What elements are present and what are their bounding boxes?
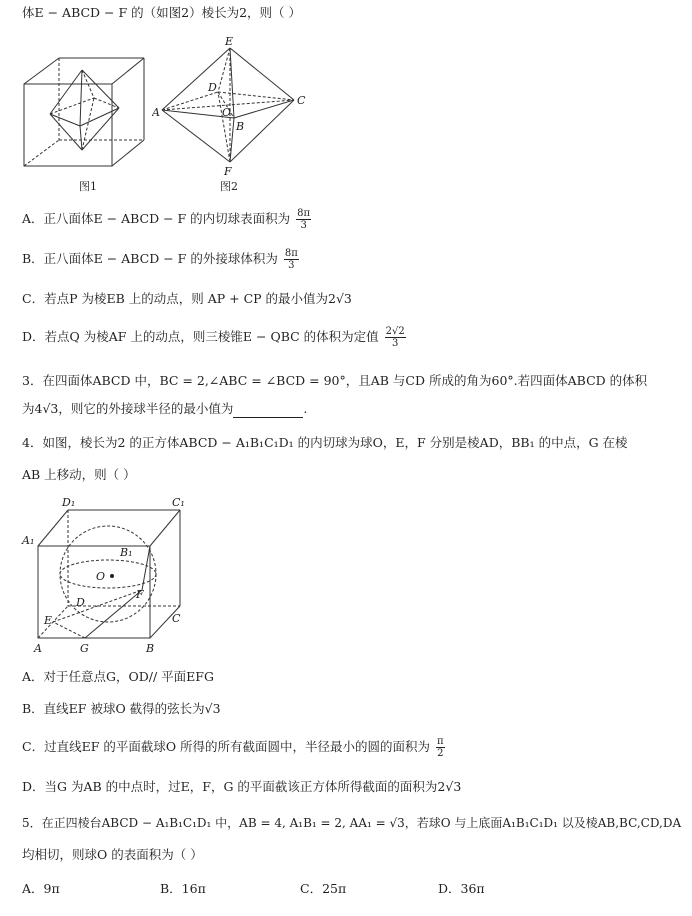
figure-1-cube-octahedron: [22, 44, 147, 174]
label-A: A: [152, 106, 160, 119]
figure-1-caption: 图1: [79, 180, 97, 193]
q2-option-a: A．正八面体E − ABCD − F 的内切球表面积为 $\frac{8\pi}{3}$: [22, 208, 311, 231]
q4-line-1: 4．如图，棱长为2 的正方体ABCD − A₁B₁C₁D₁ 的内切球为球O，E，F 分别是棱AD，BB₁ 的中点，G 在棱: [22, 435, 628, 450]
figure-2-octahedron: [152, 34, 312, 176]
q5-choice-c[interactable]: C．25π: [300, 881, 347, 896]
q5-choice-d[interactable]: D．36π: [438, 881, 485, 896]
label-B: B: [146, 642, 155, 655]
label-G: G: [80, 642, 89, 655]
q3-line-2: 为4√3，则它的外接球半径的最小值为 .: [22, 401, 308, 416]
label-C: C: [172, 612, 181, 625]
q2-option-b: B．正八面体E − ABCD − F 的外接球体积为 $\frac{8\pi}{3}$: [22, 248, 298, 271]
answer-blank[interactable]: [233, 405, 303, 418]
q4-option-a: A．对于任意点G，OD// 平面EFG: [22, 669, 214, 684]
question-continuation: 体E − ABCD − F 的（如图2）棱长为2，则（ ）: [22, 5, 302, 20]
label-D1: D₁: [62, 496, 76, 509]
label-B: B: [236, 120, 245, 133]
label-C: C: [297, 94, 306, 107]
q2-option-d: D．若点Q 为棱AF 上的动点，则三棱锥E − QBC 的体积为定值 $\frac{2√2}{3}$: [22, 326, 405, 349]
q5-line-2: 均相切，则球O 的表面积为（ ）: [22, 847, 203, 862]
q4-option-c: C．过直线EF 的平面截球O 所得的所有截面圆中，半径最小的圆的面积为 $\frac{\pi}{2}$: [22, 736, 444, 759]
label-D: D: [76, 596, 85, 609]
label-E: E: [225, 35, 234, 48]
q2-option-c: C．若点P 为棱EB 上的动点，则 AP + CP 的最小值为2√3: [22, 291, 352, 306]
label-O: O: [96, 570, 106, 583]
label-B1: B₁: [120, 546, 133, 559]
q5-choice-a[interactable]: A．9π: [22, 881, 60, 896]
q3-line-1: 3．在四面体ABCD 中，BC = 2,∠ABC = ∠BCD = 90°，且AB 与CD 所成的角为60°.若四面体ABCD 的体积: [22, 373, 648, 388]
label-F: F: [224, 165, 232, 176]
label-D: D: [208, 81, 217, 94]
figure-3-cube-sphere: [20, 494, 200, 660]
label-C1: C₁: [172, 496, 185, 509]
label-A1: A₁: [22, 534, 35, 547]
q5-choice-b[interactable]: B．16π: [160, 881, 206, 896]
label-F: F: [136, 588, 144, 601]
figure-2-caption: 图2: [220, 180, 238, 193]
label-A: A: [34, 642, 42, 655]
q4-option-b: B．直线EF 被球O 截得的弦长为√3: [22, 701, 221, 716]
q4-option-d: D．当G 为AB 的中点时，过E，F，G 的平面截该正方体所得截面的面积为2√3: [22, 779, 462, 794]
label-E: E: [44, 614, 53, 627]
q5-line-1: 5．在正四棱台ABCD − A₁B₁C₁D₁ 中，AB = 4, A₁B₁ = 2, AA₁ = √3，若球O 与上底面A₁B₁C₁D₁ 以及棱AB,BC,CD,DA: [22, 816, 682, 830]
label-O: O: [222, 106, 232, 119]
q4-line-2: AB 上移动，则（ ）: [22, 467, 136, 482]
